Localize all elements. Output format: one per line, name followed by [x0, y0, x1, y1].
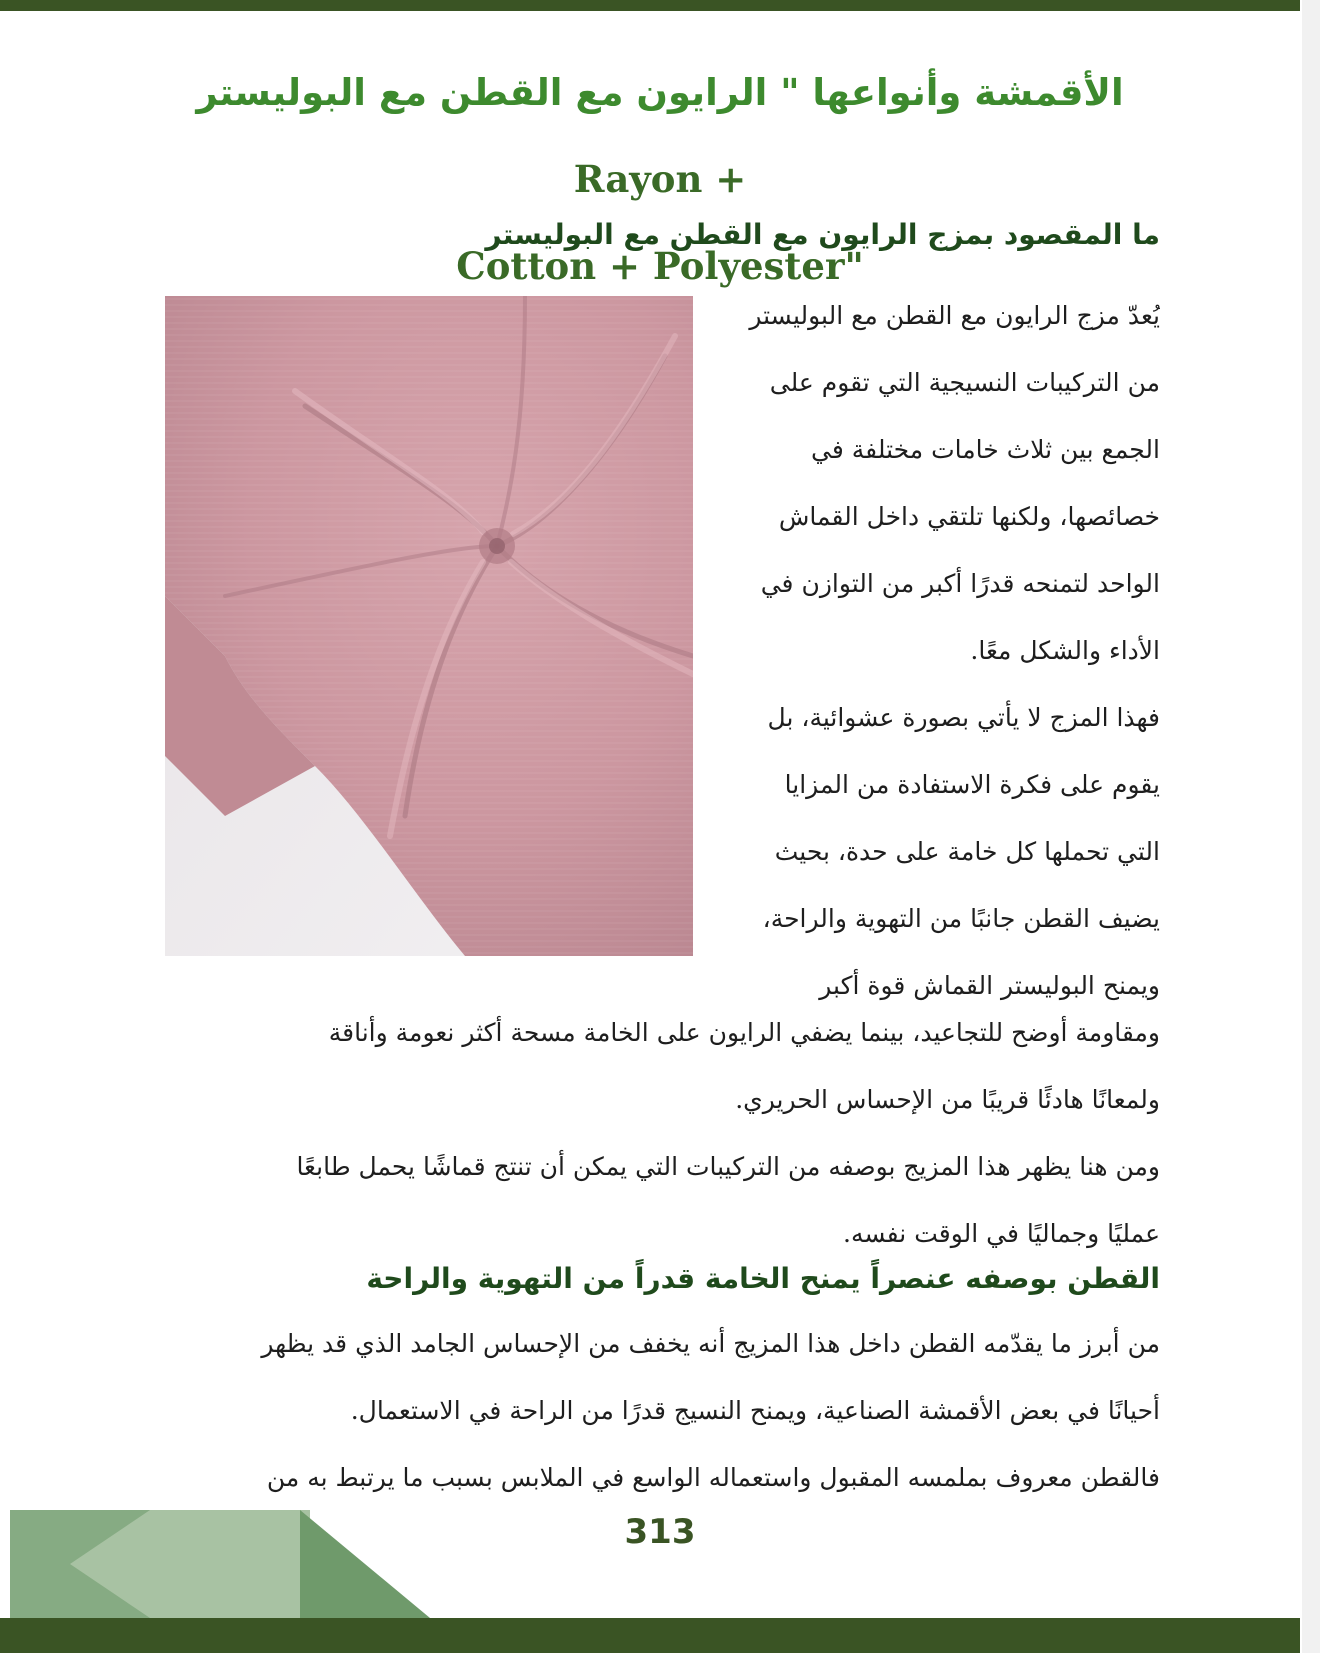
- title-latin-2: Cotton + Polyester": [456, 244, 864, 288]
- page-title: [150, 50, 1170, 310]
- paragraph-cotton: [160, 1310, 1160, 1511]
- text-line: ولمعانًا هادئًا قريبًا من الإحساس الحريري.: [735, 1085, 1160, 1114]
- text-line: ومقاومة أوضح للتجاعيد، بينما يضفي الرايون على الخامة مسحة أكثر نعومة وأناقة: [328, 1018, 1160, 1047]
- text-line: ويمنح البوليستر القماش قوة أكبر: [819, 971, 1160, 1000]
- title-arabic: الأقمشة وأنواعها " الرايون مع القطن مع البوليستر: [196, 71, 1124, 114]
- text-line: يقوم على فكرة الاستفادة من المزايا: [784, 770, 1160, 799]
- text-line: عمليًا وجماليًا في الوقت نفسه.: [843, 1219, 1160, 1248]
- text-line: من أبرز ما يقدّمه القطن داخل هذا المزيج أنه يخفف من الإحساس الجامد الذي قد يظهر: [261, 1329, 1160, 1358]
- text-line: الأداء والشكل معًا.: [970, 636, 1160, 665]
- section-heading-cotton: القطن بوصفه عنصراً يمنح الخامة قدراً من التهوية والراحة: [366, 1262, 1160, 1295]
- text-line: الواحد لتمنحه قدرًا أكبر من التوازن في: [760, 569, 1160, 598]
- text-line: يضيف القطن جانبًا من التهوية والراحة،: [762, 904, 1160, 933]
- title-line-1: [150, 50, 1170, 223]
- text-line: أحيانًا في بعض الأقمشة الصناعية، ويمنح النسيج قدرًا من الراحة في الاستعمال.: [350, 1396, 1160, 1425]
- text-line: من التركيبات النسيجية التي تقوم على: [769, 368, 1160, 397]
- footer-decoration: [10, 1510, 430, 1618]
- text-line: فهذا المزج لا يأتي بصورة عشوائية، بل: [767, 703, 1160, 732]
- text-line: ومن هنا يظهر هذا المزيج بوصفه من التركيبات التي يمكن أن تنتج قماشًا يحمل طابعًا: [296, 1152, 1160, 1181]
- text-line: خصائصها، ولكنها تلتقي داخل القماش: [778, 502, 1160, 531]
- text-line: الجمع بين ثلاث خامات مختلفة في: [811, 435, 1160, 464]
- text-line: يُعدّ مزج الرايون مع القطن مع البوليستر: [749, 301, 1160, 330]
- top-border-bar: [0, 0, 1300, 11]
- title-latin-1: Rayon +: [573, 157, 747, 201]
- bottom-border-bar: [0, 1618, 1300, 1653]
- paragraph-beside-image: [708, 282, 1160, 1019]
- paragraph-full-width: [160, 999, 1160, 1267]
- page-right-margin: [1302, 0, 1320, 1653]
- text-line: التي تحملها كل خامة على حدة، بحيث: [774, 837, 1160, 866]
- fabric-swirl-photo: [165, 296, 693, 956]
- section-heading-what-is-blend: ما المقصود بمزج الرايون مع القطن مع البوليستر: [485, 218, 1160, 251]
- page-number: 313: [624, 1512, 696, 1552]
- text-line: فالقطن معروف بملمسه المقبول واستعماله الواسع في الملابس بسبب ما يرتبط به من: [266, 1463, 1160, 1492]
